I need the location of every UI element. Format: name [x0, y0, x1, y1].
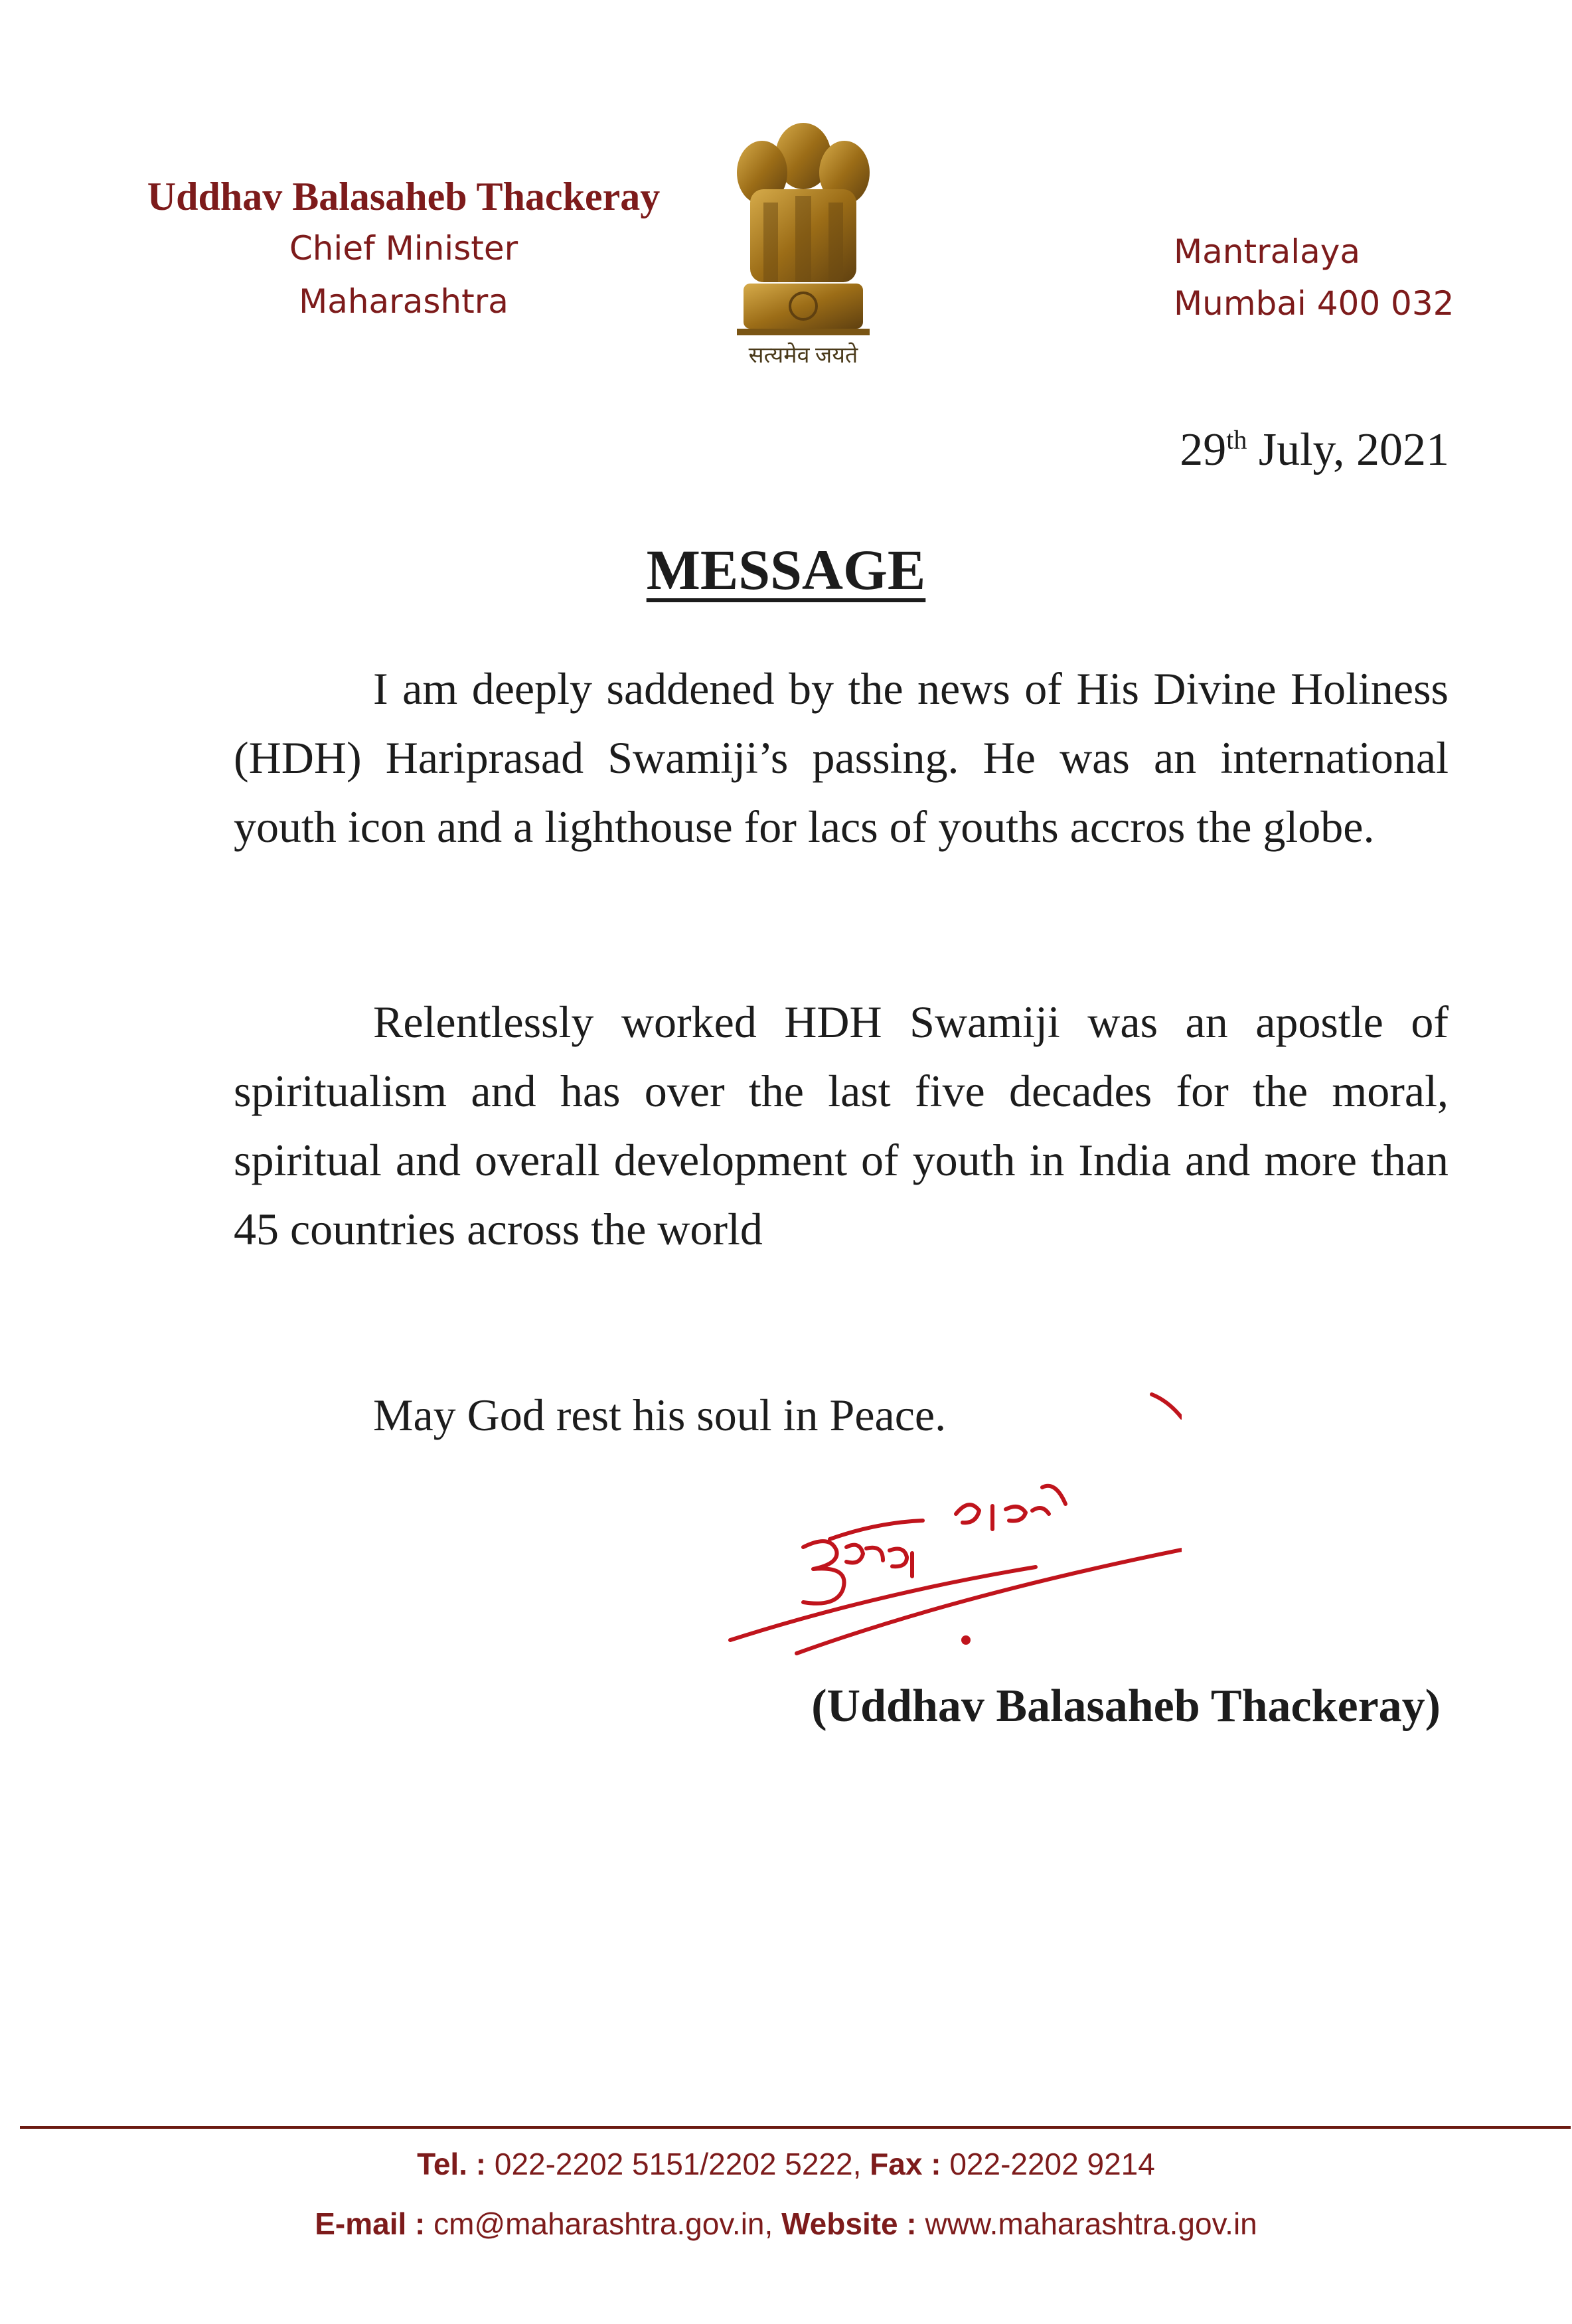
fax-value: 022-2202 9214 — [949, 2147, 1155, 2181]
website-label: Website : — [781, 2206, 917, 2241]
tel-label: Tel. : — [417, 2147, 487, 2181]
email-value: cm@maharashtra.gov.in, — [433, 2206, 773, 2241]
date-suffix: th — [1226, 424, 1247, 455]
national-emblem-icon — [724, 110, 883, 369]
letter-date — [1180, 424, 1449, 477]
handwritten-signature — [704, 1381, 1182, 1673]
emblem-motto: सत्यमेव जयते — [748, 343, 858, 368]
email-label: E-mail : — [315, 2206, 426, 2241]
message-heading: MESSAGE — [646, 538, 926, 602]
footer-web-line — [0, 2206, 1572, 2242]
fax-label: Fax : — [870, 2147, 941, 2181]
sender-name: Uddhav Balasaheb Thackeray — [147, 175, 661, 218]
office-address-line-1: Mantralaya — [1174, 232, 1361, 271]
message-paragraph-1: I am deeply saddened by the news of His Divine Holiness (HDH) Hariprasad Swamiji’s passing. He was an international youth icon and a lighthouse for lacs of youths accros the globe. — [234, 663, 1449, 852]
message-paragraph-2: Relentlessly worked HDH Swamiji was an apostle of spiritualism and has over the last five decades for the moral, spiritual and overall development of youth in India and more than 45 countries across the world — [234, 997, 1449, 1254]
sender-state: Maharashtra — [299, 282, 509, 321]
website-value: www.maharashtra.gov.in — [925, 2206, 1257, 2241]
closing-line: May God rest his soul in Peace. — [373, 1390, 947, 1440]
tel-value: 022-2202 5151/2202 5222, — [494, 2147, 862, 2181]
footer-contact-line — [0, 2146, 1572, 2182]
sender-title: Chief Minister — [289, 229, 518, 268]
signatory-name: (Uddhav Balasaheb Thackeray) — [811, 1681, 1441, 1732]
office-address-line-2: Mumbai 400 032 — [1174, 284, 1454, 323]
date-day: 29 — [1180, 424, 1227, 475]
date-rest: July, 2021 — [1247, 424, 1449, 475]
footer-divider — [20, 2126, 1571, 2129]
